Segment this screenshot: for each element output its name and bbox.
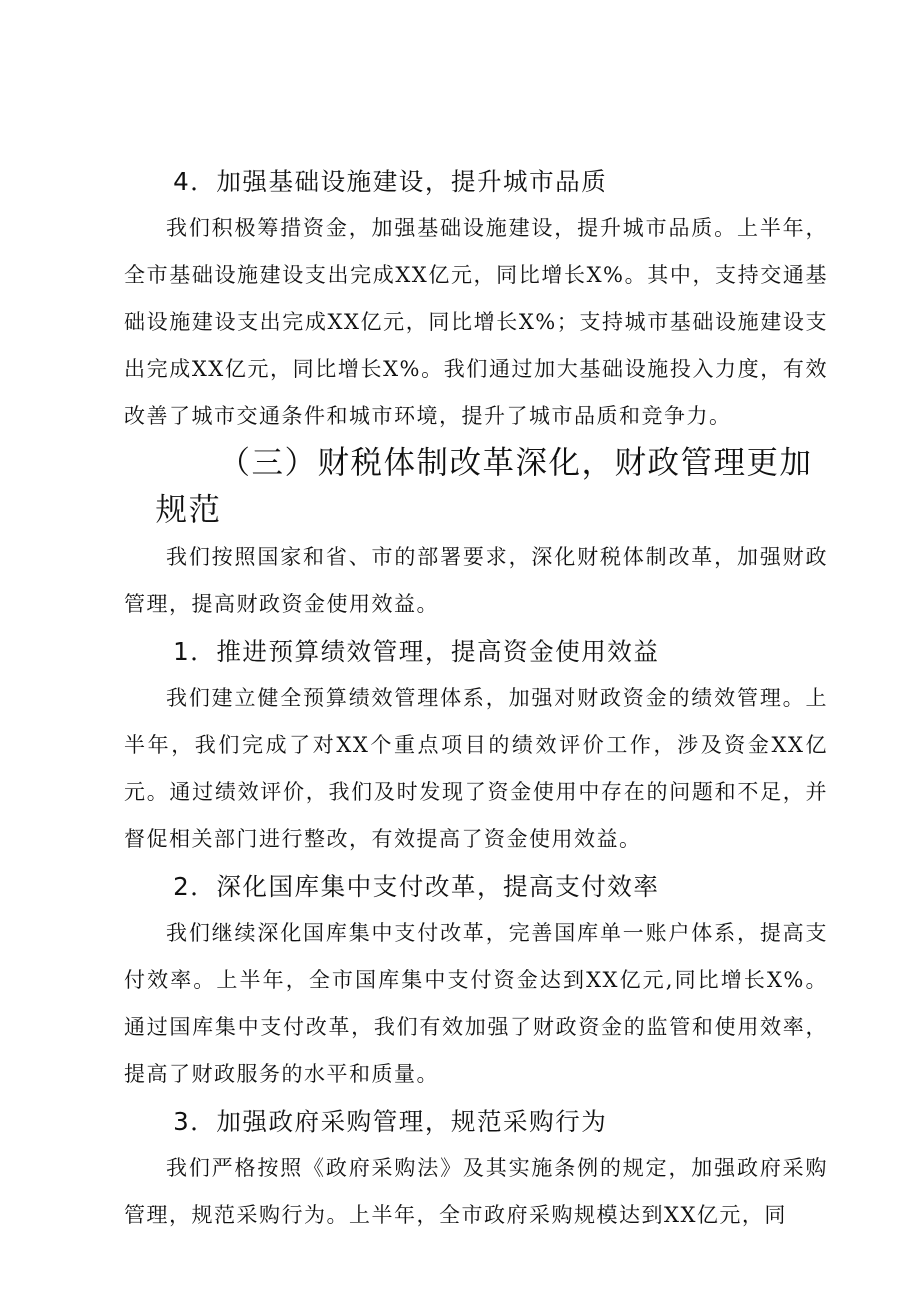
document-body — [124, 158, 828, 1239]
paragraph-fiscal-reform-intro: 我们按照国家和省、市的部署要求，深化财税体制改革，加强财政管理，提高财政资金使用效益。 — [124, 545, 828, 616]
section-heading-procurement: 3．加强政府采购管理，规范采购行为 — [173, 1107, 608, 1136]
section-heading-infrastructure: 4．加强基础设施建设，提升城市品质 — [173, 167, 608, 196]
paragraph-treasury-payment: 我们继续深化国库集中支付改革，完善国库单一账户体系，提高支付效率。上半年，全市国库集中支付资金达到XX亿元,同比增长X%。通过国库集中支付改革，我们有效加强了财政资金的监管和使用效率，提高了财政服务的水平和质量。 — [124, 921, 828, 1086]
paragraph-budget-performance: 我们建立健全预算绩效管理体系，加强对财政资金的绩效管理。上半年，我们完成了对XX个重点项目的绩效评价工作，涉及资金XX亿元。通过绩效评价，我们及时发现了资金使用中存在的问题和不足，并督促相关部门进行整改，有效提高了资金使用效益。 — [124, 686, 828, 851]
section-heading-treasury-payment: 2．深化国库集中支付改革，提高支付效率 — [173, 872, 660, 901]
chapter-heading-fiscal-reform: （三）财税体制改革深化，财政管理更加规范 — [155, 445, 813, 528]
section-heading-budget-performance: 1．推进预算绩效管理，提高资金使用效益 — [173, 637, 660, 666]
paragraph-infrastructure: 我们积极筹措资金，加强基础设施建设，提升城市品质。上半年，全市基础设施建设支出完成XX亿元，同比增长X%。其中，支持交通基础设施建设支出完成XX亿元，同比增长X%；支持城市基础设施建设支出完成XX亿元，同比增长X%。我们通过加大基础设施投入力度，有效改善了城市交通条件和城市环境，提升了城市品质和竞争力。 — [124, 216, 828, 428]
paragraph-procurement: 我们严格按照《政府采购法》及其实施条例的规定，加强政府采购管理，规范采购行为。上半年，全市政府采购规模达到XX亿元，同 — [124, 1156, 828, 1227]
